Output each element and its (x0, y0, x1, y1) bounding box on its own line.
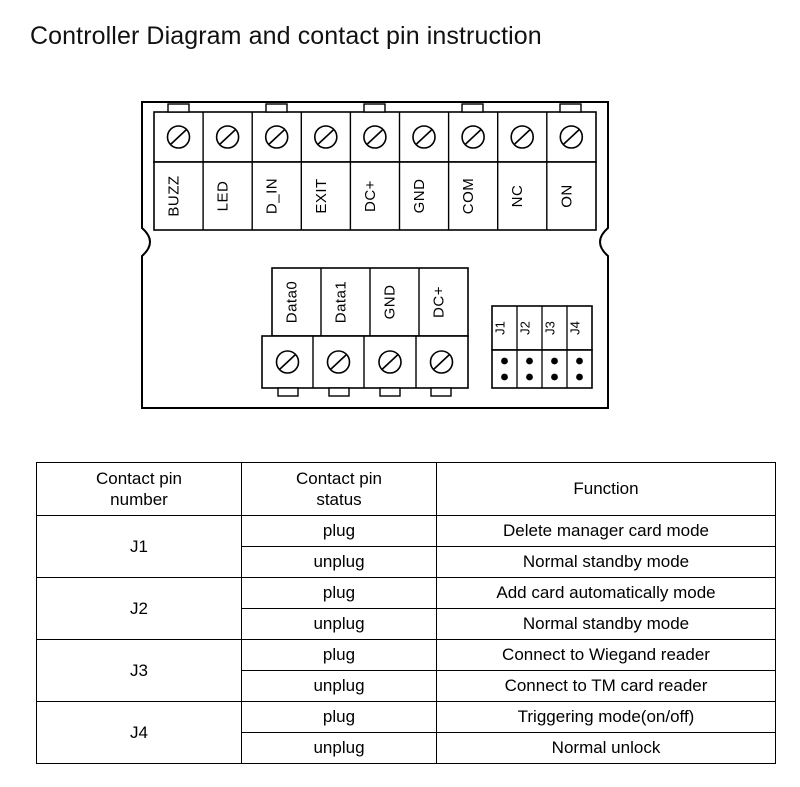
pin-function: Delete manager card mode (437, 516, 776, 547)
screw-icon (266, 126, 288, 148)
table-row (37, 516, 776, 547)
jumper-label-j1: J1 (492, 321, 508, 335)
screw-icon (328, 351, 350, 373)
terminal-label: COM (460, 177, 478, 215)
terminal-label: LED (214, 180, 232, 212)
header-line: Contact pin (296, 468, 382, 488)
pin-function: Connect to Wiegand reader (437, 640, 776, 671)
screw-icon (462, 126, 484, 148)
terminal-label: Data1 (332, 280, 350, 324)
contact-pin-table (36, 462, 776, 764)
controller-board-svg (140, 100, 610, 420)
table-header (37, 463, 776, 516)
header-line: status (316, 490, 362, 509)
header-line: number (110, 490, 168, 509)
terminal-label: ON (558, 184, 576, 208)
header-contact-pin-status (242, 463, 437, 516)
terminal-label: NC (509, 184, 527, 208)
header-line: Contact pin (96, 468, 182, 488)
screw-icon (168, 126, 190, 148)
pin-status: unplug (242, 547, 437, 578)
pin-function: Connect to TM card reader (437, 671, 776, 702)
table-row (37, 578, 776, 609)
screw-icon (277, 351, 299, 373)
pin-function: Normal standby mode (437, 547, 776, 578)
terminal-label: BUZZ (165, 175, 183, 217)
pin-name: J1 (37, 516, 242, 578)
screw-icon (431, 351, 453, 373)
header-function (437, 463, 776, 516)
jumper-label-j4: J4 (567, 321, 583, 335)
top-screw-terminals (168, 126, 583, 148)
pin-status: plug (242, 702, 437, 733)
terminal-label: EXIT (312, 178, 330, 214)
table-header-row (37, 463, 776, 516)
jumper-label-j3: J3 (542, 321, 558, 335)
pin-name: J3 (37, 640, 242, 702)
jumper-block (492, 306, 592, 388)
pin-function: Triggering mode(on/off) (437, 702, 776, 733)
pin-name: J4 (37, 702, 242, 764)
pin-function: Add card automatically mode (437, 578, 776, 609)
pin-status: unplug (242, 609, 437, 640)
table-row (37, 640, 776, 671)
pin-function: Normal unlock (437, 733, 776, 764)
header-contact-pin-number (37, 463, 242, 516)
pin-status: plug (242, 578, 437, 609)
terminal-label: GND (381, 284, 399, 320)
screw-icon (364, 126, 386, 148)
screw-icon (217, 126, 239, 148)
pin-status: plug (242, 516, 437, 547)
terminal-label: D_IN (263, 177, 281, 215)
terminal-label: Data0 (283, 280, 301, 324)
screw-icon (315, 126, 337, 148)
pin-status: unplug (242, 671, 437, 702)
pin-status: unplug (242, 733, 437, 764)
pin-name: J2 (37, 578, 242, 640)
screw-icon (560, 126, 582, 148)
screw-icon (413, 126, 435, 148)
page-title: Controller Diagram and contact pin instruction (30, 22, 542, 50)
table-row (37, 702, 776, 733)
terminal-label: DC+ (361, 180, 379, 212)
controller-diagram (140, 100, 610, 420)
table-body (37, 516, 776, 764)
pin-status: plug (242, 640, 437, 671)
screw-icon (379, 351, 401, 373)
terminal-label: DC+ (430, 286, 448, 318)
header-line: Function (573, 479, 639, 499)
screw-icon (511, 126, 533, 148)
pin-function: Normal standby mode (437, 609, 776, 640)
jumper-label-j2: J2 (517, 321, 533, 335)
terminal-label: GND (411, 178, 428, 214)
